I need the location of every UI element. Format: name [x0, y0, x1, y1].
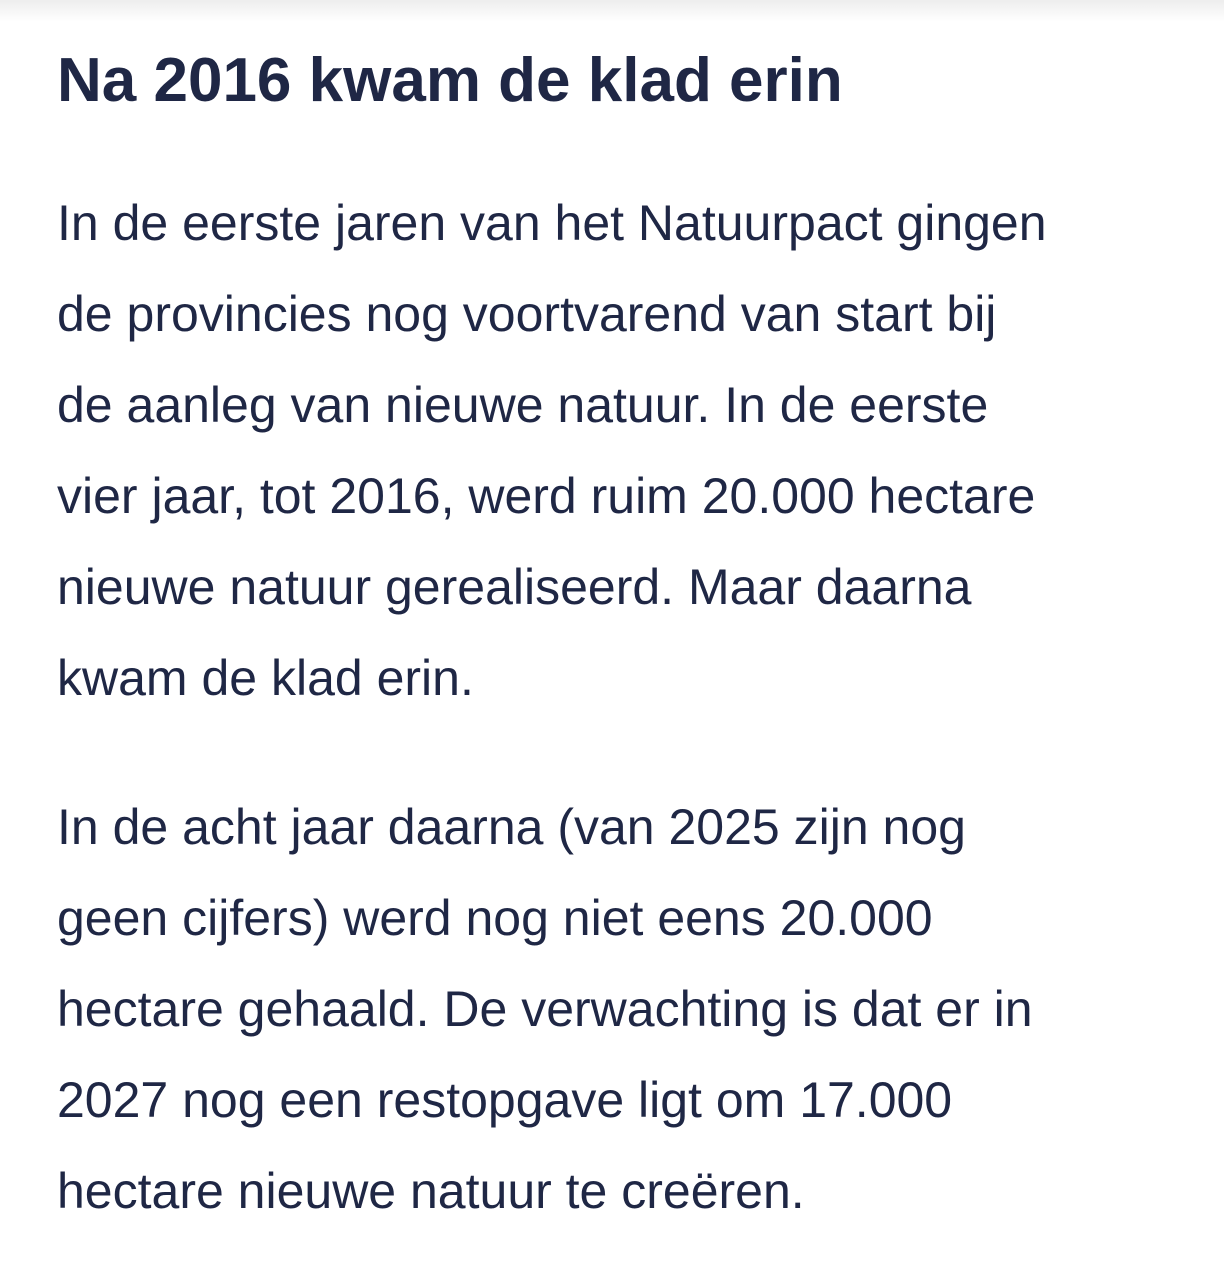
- paragraph-line: hectare nieuwe natuur te creëren.: [57, 1163, 805, 1219]
- paragraph-line: 2027 nog een restopgave ligt om 17.000: [57, 1072, 953, 1128]
- paragraph-line: kwam de klad erin.: [57, 650, 474, 706]
- paragraph-line: In de acht jaar daarna (van 2025 zijn nog: [57, 799, 966, 855]
- paragraph-line: de provincies nog voortvarend van start bij: [57, 286, 997, 342]
- article-heading: Na 2016 kwam de klad erin: [57, 46, 843, 115]
- article-paragraph-2: [57, 782, 1187, 1237]
- paragraph-line: geen cijfers) werd nog niet eens 20.000: [57, 890, 933, 946]
- paragraph-line: de aanleg van nieuwe natuur. In de eerste: [57, 377, 989, 433]
- top-shadow: [0, 0, 1224, 22]
- paragraph-line: vier jaar, tot 2016, werd ruim 20.000 hectare: [57, 468, 1036, 524]
- paragraph-line: In de eerste jaren van het Natuurpact gingen: [57, 195, 1047, 251]
- paragraph-line: nieuwe natuur gerealiseerd. Maar daarna: [57, 559, 972, 615]
- article-paragraph-1: [57, 178, 1187, 724]
- paragraph-line: hectare gehaald. De verwachting is dat er in: [57, 981, 1033, 1037]
